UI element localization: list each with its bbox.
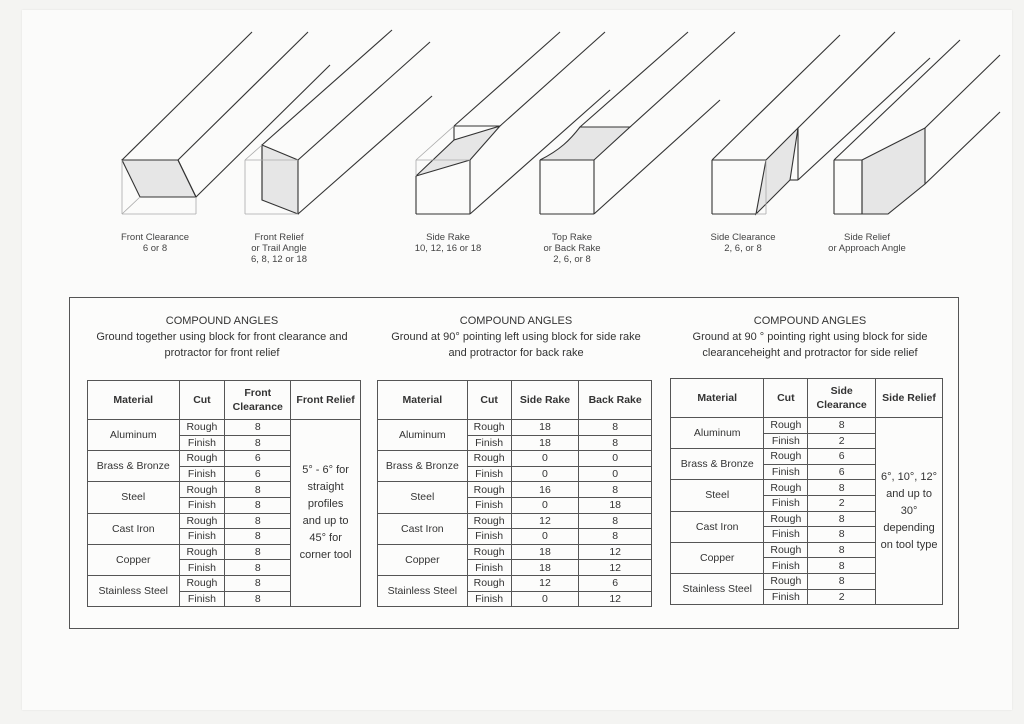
- cut-cell: Finish: [467, 497, 511, 513]
- header-cut: Cut: [764, 379, 808, 418]
- material-cell: Copper: [88, 544, 180, 575]
- value-cell: 12: [511, 513, 579, 529]
- cut-cell: Finish: [467, 466, 511, 482]
- cut-cell: Rough: [179, 451, 225, 467]
- value-cell: 18: [579, 497, 652, 513]
- value-cell: 8: [808, 418, 876, 434]
- material-cell: Brass & Bronze: [671, 449, 764, 480]
- side-relief-tool-drawing: [834, 40, 1000, 214]
- block-title: COMPOUND ANGLES: [165, 315, 279, 327]
- cut-cell: Finish: [467, 560, 511, 576]
- value-cell: 8: [579, 435, 652, 451]
- front-angles-block: [70, 298, 374, 361]
- cut-cell: Finish: [467, 529, 511, 545]
- value-cell: 8: [225, 575, 291, 591]
- value-cell: 18: [511, 544, 579, 560]
- material-cell: Copper: [671, 542, 764, 573]
- compound-angles-panel: [69, 297, 959, 629]
- caption-line: 10, 12, 16 or 18: [414, 243, 482, 254]
- header-front-clearance: Front Clearance: [225, 381, 291, 420]
- cut-cell: Rough: [467, 544, 511, 560]
- value-cell: 0: [511, 497, 579, 513]
- side-rake-table: [377, 380, 652, 607]
- cut-cell: Rough: [179, 513, 225, 529]
- value-cell: 2: [808, 495, 876, 511]
- table-header-row: [671, 379, 943, 418]
- caption-line: 6 or 8: [142, 243, 168, 254]
- material-cell: Stainless Steel: [378, 575, 468, 606]
- caption-side-relief: [812, 232, 922, 254]
- cut-cell: Finish: [179, 560, 225, 576]
- value-cell: 0: [579, 466, 652, 482]
- cut-cell: Rough: [179, 544, 225, 560]
- caption-line: Side Rake: [426, 232, 470, 243]
- material-cell: Cast Iron: [671, 511, 764, 542]
- value-cell: 6: [225, 451, 291, 467]
- caption-line: Top Rake: [551, 232, 593, 243]
- caption-front-relief: [224, 232, 334, 265]
- material-cell: Cast Iron: [378, 513, 468, 544]
- front-angles-table: [87, 380, 361, 607]
- value-cell: 8: [579, 482, 652, 498]
- material-cell: Stainless Steel: [88, 575, 180, 606]
- caption-line: 2, 6, or 8: [553, 254, 591, 265]
- value-cell: 2: [808, 589, 876, 605]
- cut-cell: Finish: [179, 435, 225, 451]
- value-cell: 8: [225, 435, 291, 451]
- block-subtitle: and protractor for back rake: [448, 347, 584, 359]
- cut-cell: Rough: [179, 482, 225, 498]
- material-cell: Brass & Bronze: [378, 451, 468, 482]
- table-row: [378, 544, 652, 560]
- cut-cell: Rough: [179, 575, 225, 591]
- cut-cell: Rough: [467, 575, 511, 591]
- material-cell: Aluminum: [88, 420, 180, 451]
- caption-front-clearance: [100, 232, 210, 254]
- value-cell: 8: [808, 480, 876, 496]
- value-cell: 8: [225, 544, 291, 560]
- value-cell: 8: [225, 497, 291, 513]
- side-relief-note: 6°, 10°, 12° and up to 30° depending on tool type: [876, 418, 943, 605]
- front-relief-note: 5° - 6° for straight profiles and up to 45° for corner tool: [291, 420, 361, 607]
- header-material: Material: [88, 381, 180, 420]
- caption-line: Front Relief: [254, 232, 304, 243]
- cut-cell: Finish: [467, 591, 511, 607]
- cut-cell: Rough: [764, 449, 808, 465]
- side-clearance-block: [662, 298, 958, 361]
- caption-line: or Approach Angle: [828, 243, 906, 254]
- top-rake-tool-drawing: [540, 32, 735, 214]
- value-cell: 12: [579, 544, 652, 560]
- cut-cell: Finish: [467, 435, 511, 451]
- material-cell: Steel: [88, 482, 180, 513]
- caption-line: Side Relief: [844, 232, 890, 243]
- caption-top-rake: [517, 232, 627, 265]
- table-row: [378, 513, 652, 529]
- value-cell: 8: [808, 542, 876, 558]
- caption-line: 6, 8, 12 or 18: [251, 254, 307, 265]
- cut-cell: Rough: [467, 420, 511, 436]
- value-cell: 0: [511, 466, 579, 482]
- value-cell: 8: [225, 513, 291, 529]
- material-cell: Steel: [671, 480, 764, 511]
- block-title: COMPOUND ANGLES: [459, 315, 573, 327]
- header-cut: Cut: [467, 381, 511, 420]
- cut-cell: Rough: [764, 573, 808, 589]
- block-title: COMPOUND ANGLES: [753, 315, 867, 327]
- value-cell: 0: [511, 591, 579, 607]
- block-subtitle: clearanceheight and protractor for side relief: [702, 347, 918, 359]
- value-cell: 6: [225, 466, 291, 482]
- value-cell: 8: [225, 529, 291, 545]
- side-rake-block: [370, 298, 662, 361]
- cut-cell: Finish: [764, 464, 808, 480]
- value-cell: 6: [579, 575, 652, 591]
- header-cut: Cut: [179, 381, 225, 420]
- header-side-clearance: Side Clearance: [808, 379, 876, 418]
- header-material: Material: [378, 381, 468, 420]
- cut-cell: Rough: [467, 451, 511, 467]
- value-cell: 0: [511, 529, 579, 545]
- value-cell: 6: [808, 449, 876, 465]
- value-cell: 8: [225, 591, 291, 607]
- table-row: [88, 420, 361, 436]
- cut-cell: Finish: [764, 495, 808, 511]
- value-cell: 8: [808, 573, 876, 589]
- header-side-rake: Side Rake: [511, 381, 579, 420]
- value-cell: 8: [808, 527, 876, 543]
- block-subtitle: Ground at 90° pointing left using block for side rake: [391, 331, 641, 343]
- header-material: Material: [671, 379, 764, 418]
- value-cell: 8: [808, 558, 876, 574]
- value-cell: 8: [579, 513, 652, 529]
- table-header-row: [378, 381, 652, 420]
- caption-line: Front Clearance: [120, 232, 190, 243]
- value-cell: 12: [579, 591, 652, 607]
- side-clearance-table: [670, 378, 943, 605]
- material-cell: Stainless Steel: [671, 573, 764, 604]
- block-subtitle: Ground at 90 ° pointing right using block for side: [692, 331, 928, 343]
- block-heading: [662, 313, 958, 361]
- value-cell: 8: [225, 420, 291, 436]
- cut-cell: Finish: [764, 558, 808, 574]
- table-row: [671, 418, 943, 434]
- value-cell: 16: [511, 482, 579, 498]
- cut-cell: Finish: [179, 497, 225, 513]
- block-subtitle: protractor for front relief: [164, 347, 280, 359]
- cut-cell: Finish: [764, 433, 808, 449]
- material-cell: Copper: [378, 544, 468, 575]
- caption-line: or Trail Angle: [251, 243, 307, 254]
- cut-cell: Finish: [179, 529, 225, 545]
- value-cell: 8: [579, 529, 652, 545]
- caption-line: Side Clearance: [710, 232, 776, 243]
- table-row: [378, 575, 652, 591]
- value-cell: 8: [808, 511, 876, 527]
- value-cell: 12: [579, 560, 652, 576]
- front-relief-tool-drawing: [245, 30, 432, 214]
- value-cell: 0: [511, 451, 579, 467]
- table-row: [378, 420, 652, 436]
- value-cell: 8: [225, 560, 291, 576]
- material-cell: Aluminum: [671, 418, 764, 449]
- block-subtitle: Ground together using block for front clearance and: [96, 331, 348, 343]
- material-cell: Cast Iron: [88, 513, 180, 544]
- value-cell: 8: [579, 420, 652, 436]
- material-cell: Aluminum: [378, 420, 468, 451]
- cut-cell: Finish: [764, 589, 808, 605]
- value-cell: 8: [225, 482, 291, 498]
- cut-cell: Rough: [764, 480, 808, 496]
- header-front-relief: Front Relief: [291, 381, 361, 420]
- cut-cell: Rough: [764, 418, 808, 434]
- caption-side-clearance: [688, 232, 798, 254]
- caption-line: 2, 6, or 8: [724, 243, 762, 254]
- cut-cell: Rough: [764, 511, 808, 527]
- cut-cell: Rough: [467, 482, 511, 498]
- cut-cell: Rough: [764, 542, 808, 558]
- material-cell: Brass & Bronze: [88, 451, 180, 482]
- value-cell: 12: [511, 575, 579, 591]
- caption-line: or Back Rake: [543, 243, 601, 254]
- table-header-row: [88, 381, 361, 420]
- material-cell: Steel: [378, 482, 468, 513]
- value-cell: 18: [511, 420, 579, 436]
- caption-side-rake: [393, 232, 503, 254]
- value-cell: 18: [511, 560, 579, 576]
- value-cell: 0: [579, 451, 652, 467]
- value-cell: 6: [808, 464, 876, 480]
- cut-cell: Rough: [179, 420, 225, 436]
- cut-cell: Finish: [764, 527, 808, 543]
- header-side-relief: Side Relief: [876, 379, 943, 418]
- value-cell: 2: [808, 433, 876, 449]
- table-row: [378, 451, 652, 467]
- cut-cell: Rough: [467, 513, 511, 529]
- cut-cell: Finish: [179, 466, 225, 482]
- block-heading: [70, 313, 374, 361]
- front-clearance-tool-drawing: [122, 32, 330, 214]
- cut-cell: Finish: [179, 591, 225, 607]
- value-cell: 18: [511, 435, 579, 451]
- table-row: [378, 482, 652, 498]
- block-heading: [370, 313, 662, 361]
- header-back-rake: Back Rake: [579, 381, 652, 420]
- side-rake-tool-drawing: [416, 32, 610, 214]
